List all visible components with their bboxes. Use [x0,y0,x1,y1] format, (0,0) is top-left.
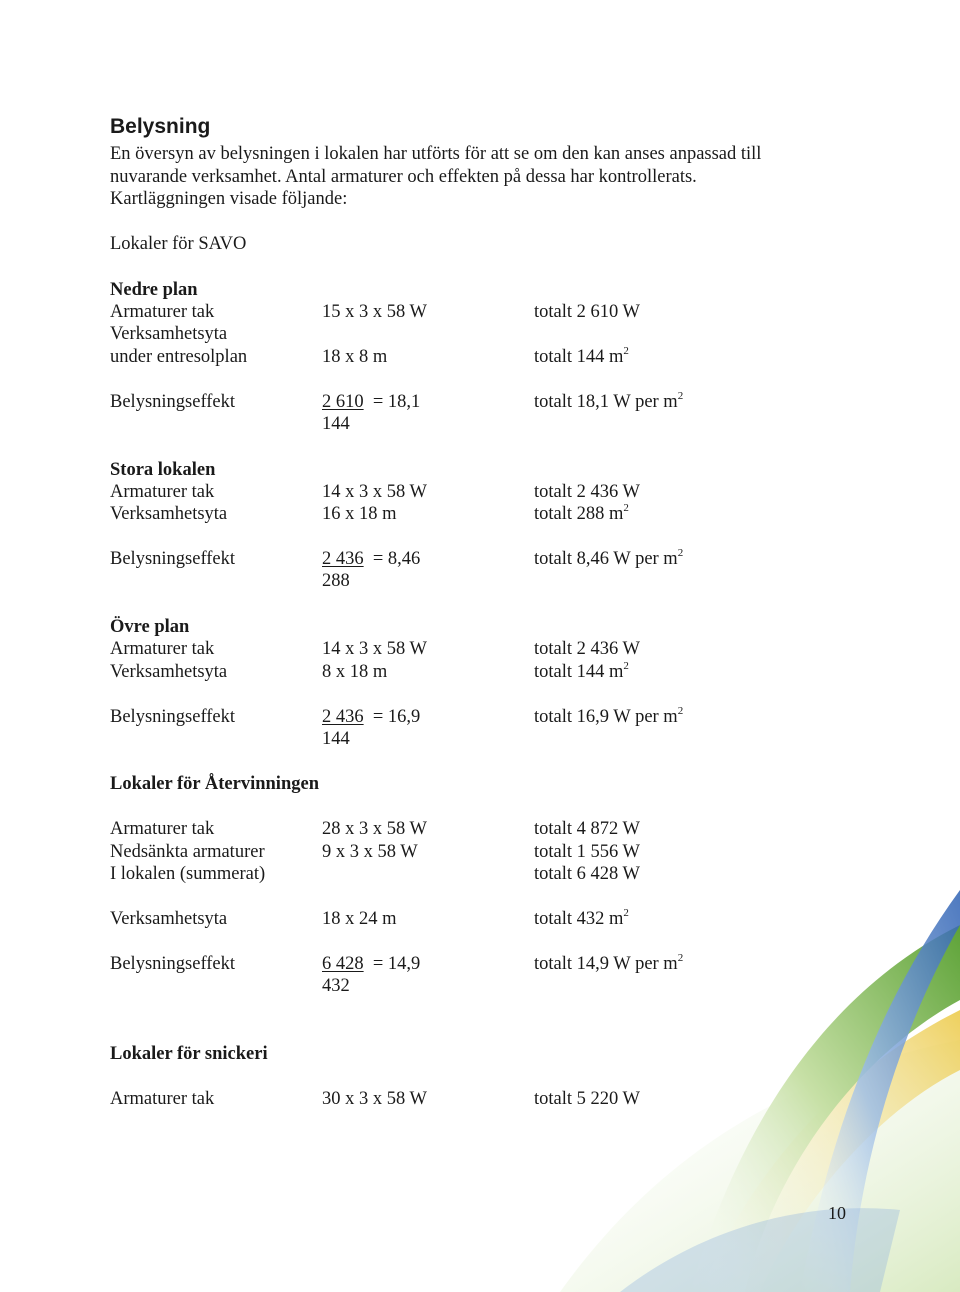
nedre-armaturer-label: Armaturer tak [110,302,215,322]
snickeri-armaturer-total: totalt 5 220 W [534,1089,641,1109]
nedre-effekt-total: totalt 18,1 W per $m^2$ [534,390,684,412]
ovre-effekt-denominator: 144 [322,729,350,749]
ovre-effekt-total: totalt 16,9 W per $m^2$ [534,705,684,727]
intro-line-3: Kartläggningen visade följande: [110,189,348,209]
stora-yta-value: 16 x 18 m [322,504,397,524]
intro-line-2: nuvarande verksamhet. Antal armaturer och effekten på dessa har kontrollerats. [110,167,697,187]
nedre-effekt-label: Belysningseffekt [110,392,236,412]
nedre-yta-total: totalt 144 $m^2$ [534,345,629,367]
ovre-effekt-result: = 16,9 [372,707,421,727]
ovre-plan-title: Övre plan [110,617,190,637]
stora-armaturer-value: 14 x 3 x 58 W [322,482,428,502]
atervinning-effekt-denominator: 432 [322,976,350,996]
savo-title: Lokaler för SAVO [110,234,247,254]
atervinning-armaturer-total: totalt 4 872 W [534,819,641,839]
atervinning-effekt-formula [322,953,420,975]
nedre-yta-label-2: under entresolplan [110,347,248,367]
atervinning-nedsankta-total: totalt 1 556 W [534,842,641,862]
atervinning-summerat-total: totalt 6 428 W [534,864,641,884]
nedre-effekt-formula [322,391,420,413]
snickeri-title: Lokaler för snickeri [110,1044,268,1064]
nedre-effekt-result: = 18,1 [372,392,421,412]
ovre-effekt-formula [322,706,420,728]
nedre-armaturer-total: totalt 2 610 W [534,302,641,322]
atervinning-nedsankta-value: 9 x 3 x 58 W [322,842,418,862]
ovre-effekt-label: Belysningseffekt [110,707,236,727]
nedre-armaturer-value: 15 x 3 x 58 W [322,302,428,322]
section-heading: Belysning [110,115,211,138]
ovre-yta-value: 8 x 18 m [322,662,388,682]
stora-effekt-label: Belysningseffekt [110,549,236,569]
ovre-armaturer-value: 14 x 3 x 58 W [322,639,428,659]
snickeri-armaturer-value: 30 x 3 x 58 W [322,1089,428,1109]
atervinning-effekt-label: Belysningseffekt [110,954,236,974]
atervinning-yta-label: Verksamhetsyta [110,909,228,929]
atervinning-yta-value: 18 x 24 m [322,909,397,929]
intro-line-1: En översyn av belysningen i lokalen har utförts för att se om den kan anses anpassad till [110,144,762,164]
atervinning-armaturer-value: 28 x 3 x 58 W [322,819,428,839]
nedre-effekt-denominator: 144 [322,414,350,434]
atervinning-nedsankta-label: Nedsänkta armaturer [110,842,265,862]
ovre-armaturer-total: totalt 2 436 W [534,639,641,659]
atervinning-armaturer-label: Armaturer tak [110,819,215,839]
stora-armaturer-label: Armaturer tak [110,482,215,502]
ovre-yta-label: Verksamhetsyta [110,662,228,682]
stora-effekt-denominator: 288 [322,571,350,591]
stora-effekt-total: totalt 8,46 W per $m^2$ [534,547,684,569]
ovre-armaturer-label: Armaturer tak [110,639,215,659]
stora-effekt-result: = 8,46 [372,549,421,569]
stora-armaturer-total: totalt 2 436 W [534,482,641,502]
nedre-yta-value: 18 x 8 m [322,347,388,367]
atervinning-effekt-result: = 14,9 [372,954,421,974]
nedre-effekt-numerator: 2 610 [322,392,364,412]
stora-yta-total: totalt 288 $m^2$ [534,502,629,524]
atervinning-yta-total: totalt 432 $m^2$ [534,907,629,929]
atervinning-title: Lokaler för Återvinningen [110,774,319,794]
stora-effekt-formula [322,548,420,570]
stora-effekt-numerator: 2 436 [322,549,364,569]
snickeri-armaturer-label: Armaturer tak [110,1089,215,1109]
nedre-plan-title: Nedre plan [110,280,198,300]
atervinning-effekt-total: totalt 14,9 W per $m^2$ [534,952,684,974]
stora-lokalen-title: Stora lokalen [110,460,216,480]
ovre-yta-total: totalt 144 $m^2$ [534,660,629,682]
stora-yta-label: Verksamhetsyta [110,504,228,524]
ovre-effekt-numerator: 2 436 [322,707,364,727]
atervinning-summerat-label: I lokalen (summerat) [110,864,266,884]
atervinning-effekt-numerator: 6 428 [322,954,364,974]
page-number: 10 [828,1203,846,1223]
nedre-yta-label-1: Verksamhetsyta [110,324,228,344]
